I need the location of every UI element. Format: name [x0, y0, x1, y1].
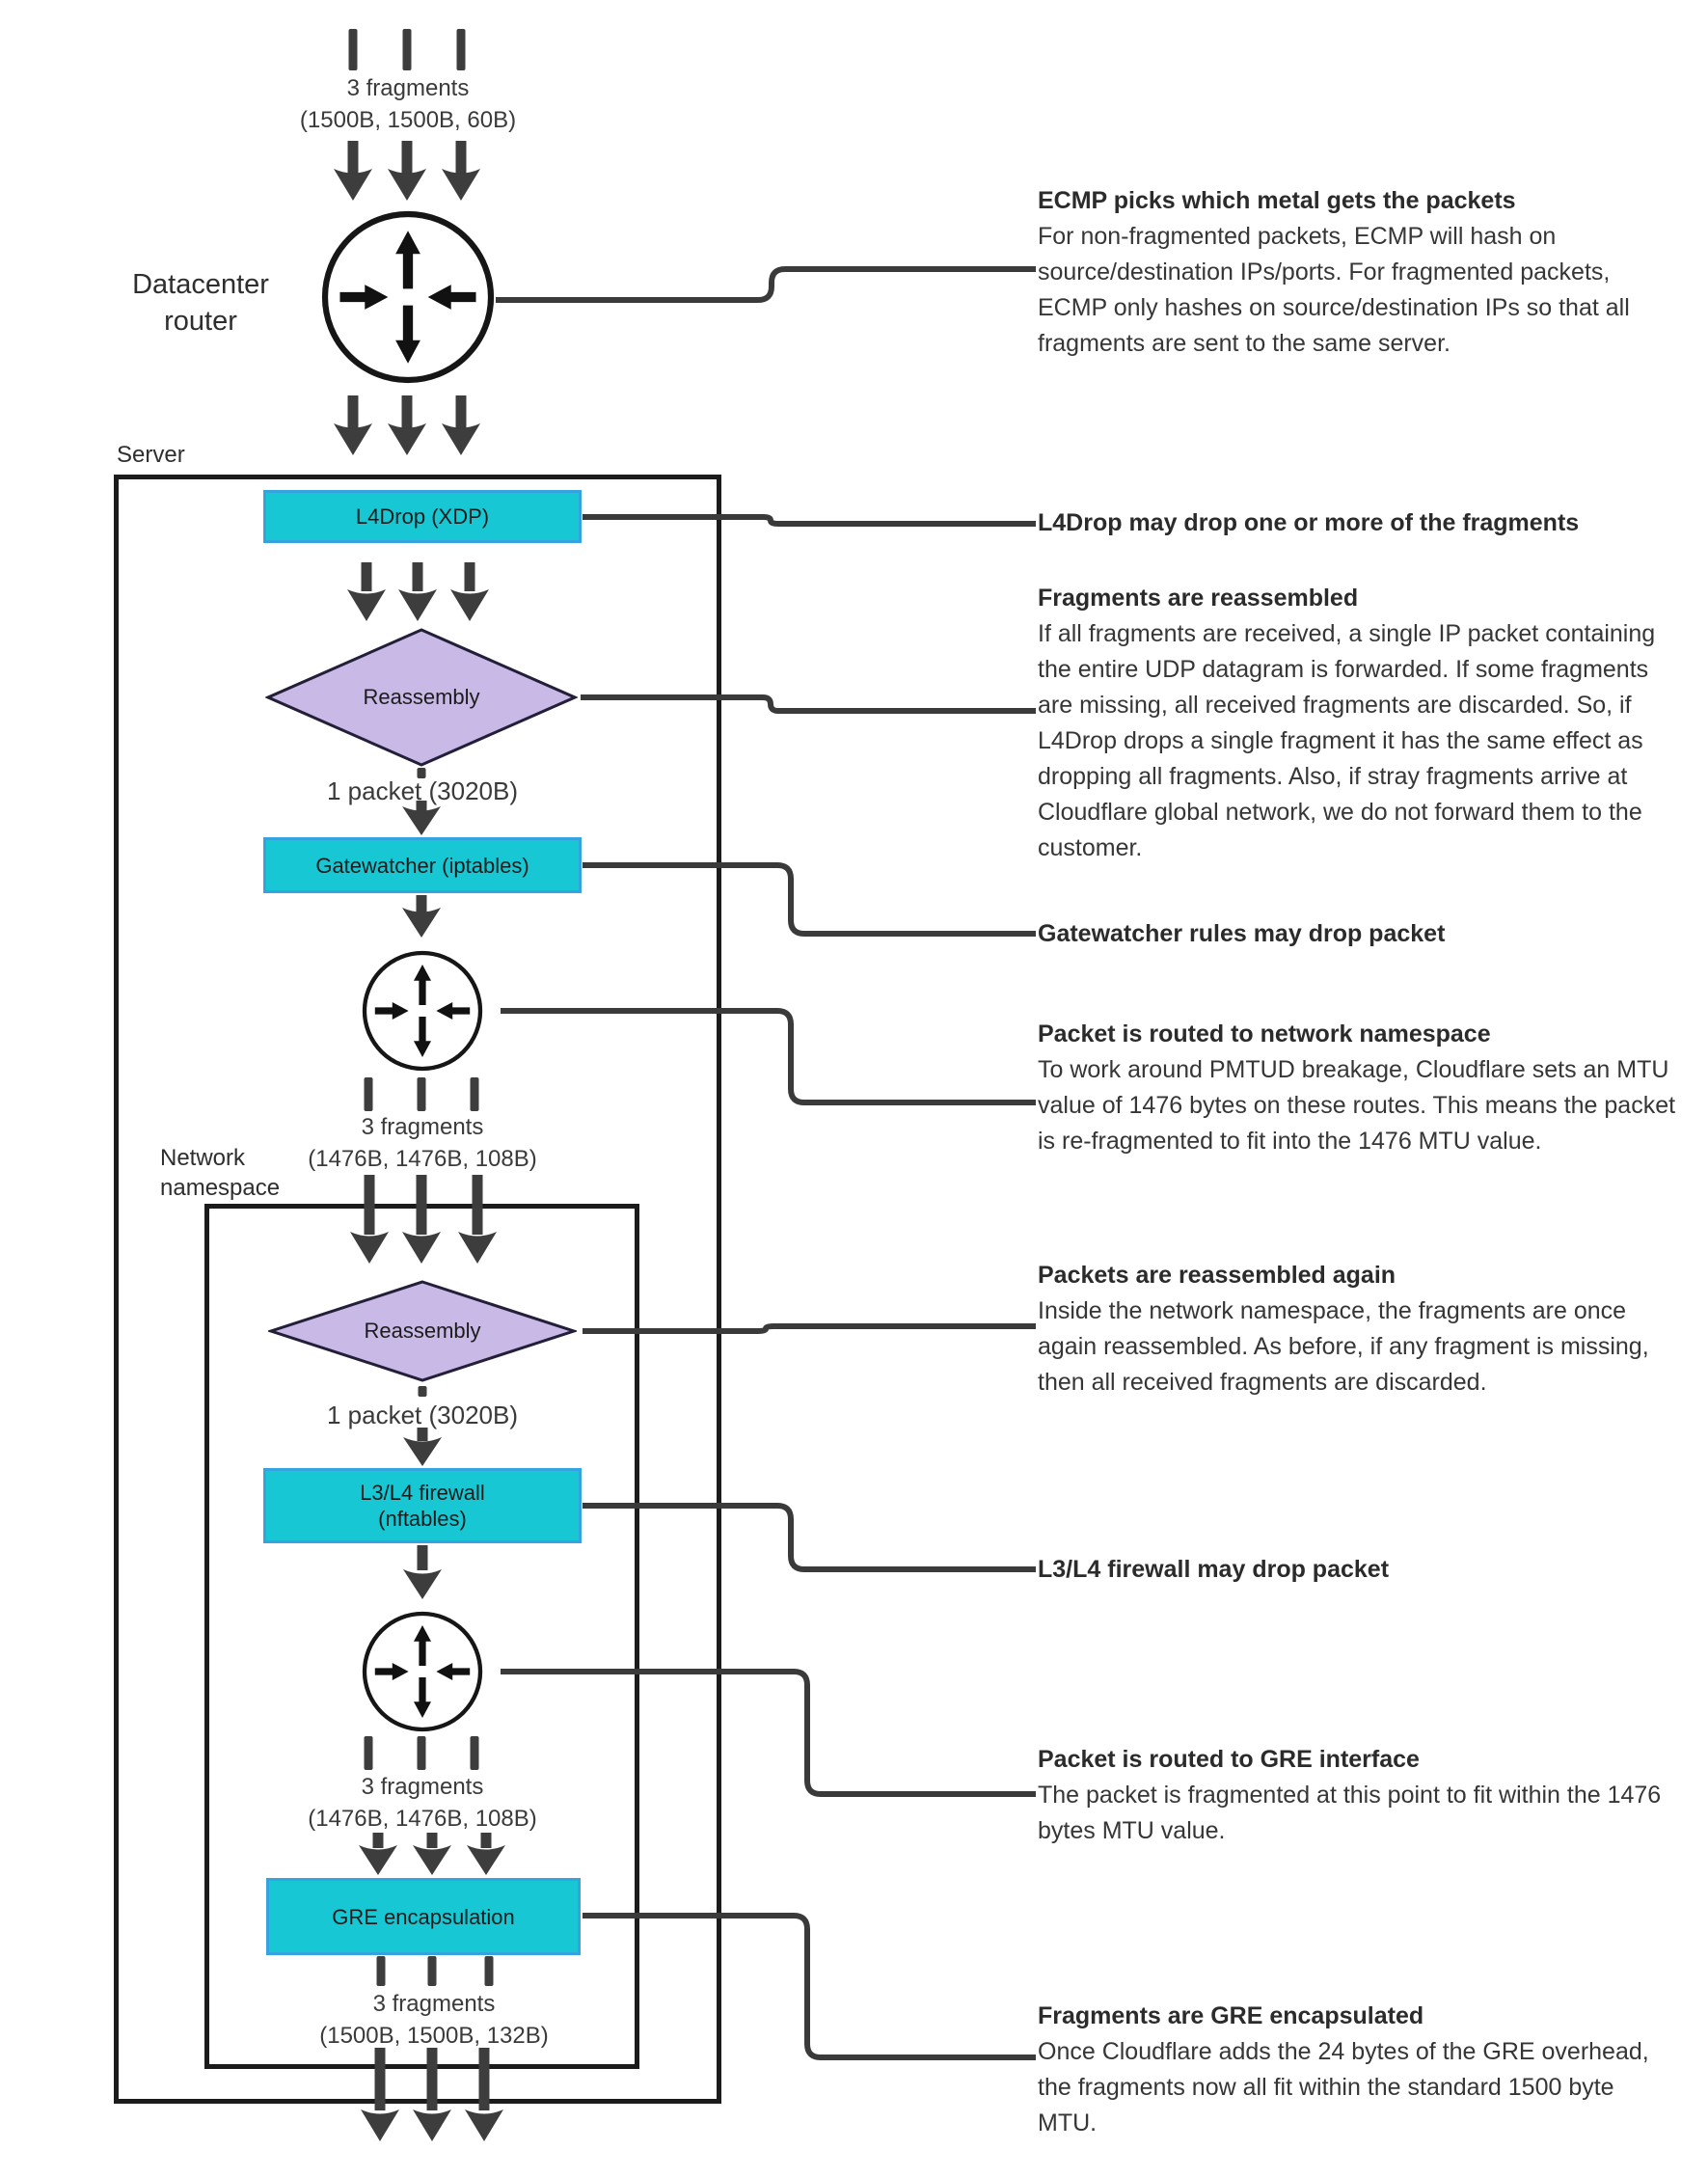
flow-arrow — [465, 2048, 503, 2141]
flow-arrow — [359, 1833, 397, 1875]
connector-firewall — [583, 1506, 1036, 1569]
reassembly-label: Reassembly — [364, 1319, 481, 1343]
gre-label: GRE encapsulation — [332, 1904, 515, 1929]
annotation-body: For non-fragmented packets, ECMP will hash on source/destination IPs/ports. For fragmented packets, ECMP only hashes on source/destination IPs so that all fragments are sent to the same server. — [1038, 223, 1630, 357]
fragment-dash — [377, 1956, 386, 1986]
fragment-dash — [418, 1077, 426, 1111]
fragment-dash — [428, 1956, 437, 1986]
flow-arrow — [442, 395, 480, 455]
annotation-body: The packet is fragmented at this point to fit within the 1476 bytes MTU value. — [1038, 1782, 1662, 1844]
flow-arrow — [361, 2048, 399, 2141]
server-label: Server — [117, 442, 185, 468]
flow-arrow — [350, 1175, 389, 1264]
connector-gre — [583, 1916, 1036, 2057]
annotation-heading: Packets are reassembled again — [1038, 1262, 1396, 1289]
annotation-body: To work around PMTUD breakage, Cloudflare sets an MTU value of 1476 bytes on these routes. This means the packet is re-fragmented to fit into the 1476 MTU value. — [1038, 1056, 1676, 1155]
annotation-heading: Gatewatcher rules may drop packet — [1038, 920, 1446, 947]
reassembly-diamond-2 — [268, 1280, 577, 1382]
annotation-reassembled-again — [1038, 1258, 1679, 1401]
fragment-dash — [419, 1386, 427, 1397]
flow-arrow — [388, 395, 426, 455]
gatewatcher-label: Gatewatcher (iptables) — [315, 853, 529, 878]
flow-arrow — [467, 1833, 505, 1875]
annotation-body: If all fragments are received, a single IP packet containing the entire UDP datagram is forwarded. If some fragments are missing, all received fragments are discarded. So, if L4Drop drops a single fragment it has the same effect as dropping all fragments. Also, if stray fragments arrive at Cloudflare global network, we do not forward them to the customer. — [1038, 620, 1656, 861]
fragment-dash — [418, 1736, 426, 1770]
flow-arrow — [403, 1428, 442, 1466]
l4drop-box — [263, 490, 582, 543]
connector-reassembly1 — [581, 697, 1036, 711]
reassembly-label: Reassembly — [363, 685, 480, 709]
gre-output-fragments-caption: 3 fragments (1500B, 1500B, 132B) — [319, 1991, 549, 2049]
flow-arrow — [413, 2048, 451, 2141]
flow-arrow — [334, 395, 372, 455]
fragment-dash — [365, 1736, 373, 1770]
fragment-dash — [471, 1077, 479, 1111]
flow-arrow — [402, 895, 441, 938]
network-namespace-label: Network namespace — [160, 1145, 281, 1201]
annotation-heading: Fragments are reassembled — [1038, 585, 1359, 612]
l4drop-label: L4Drop (XDP) — [355, 504, 490, 529]
packet-caption-1: 1 packet (3020B) — [326, 776, 518, 805]
annotation-l4drop — [1038, 505, 1679, 541]
annotation-reassembled — [1038, 581, 1679, 866]
annotation-body: Inside the network namespace, the fragments are once again reassembled. As before, if any fragment is missing, then all received fragments are discarded. — [1038, 1297, 1649, 1396]
flow-arrow — [403, 1545, 442, 1599]
fragment-dash — [365, 1077, 373, 1111]
annotation-heading: Packet is routed to GRE interface — [1038, 1746, 1420, 1773]
annotation-heading: ECMP picks which metal gets the packets — [1038, 187, 1516, 214]
annotation-routed-namespace — [1038, 1017, 1679, 1159]
annotation-firewall — [1038, 1552, 1679, 1588]
connector-l4drop — [583, 517, 1036, 524]
refragmented-caption: 3 fragments (1476B, 1476B, 108B) — [308, 1114, 537, 1172]
flow-arrow — [442, 141, 480, 201]
flow-arrow — [334, 141, 372, 201]
annotation-gre-encapsulated — [1038, 1999, 1679, 2141]
fragment-dash — [485, 1956, 494, 1986]
router-icon — [365, 1614, 480, 1729]
connector-reassembly2 — [583, 1326, 1036, 1331]
annotation-routed-gre — [1038, 1742, 1679, 1849]
packet-caption-2: 1 packet (3020B) — [326, 1401, 518, 1429]
fragment-dash — [471, 1736, 479, 1770]
annotation-body: Once Cloudflare adds the 24 bytes of the GRE overhead, the fragments now all fit within the standard 1500 byte MTU. — [1038, 2038, 1649, 2136]
annotation-ecmp — [1038, 183, 1679, 362]
connector-ecmp — [496, 269, 1036, 300]
flow-arrow — [413, 1833, 451, 1875]
annotation-heading: Packet is routed to network namespace — [1038, 1020, 1491, 1048]
connector-route-gre — [501, 1672, 1036, 1794]
datacenter-router-label: Datacenter router — [132, 269, 269, 337]
fragment-dash — [403, 29, 412, 70]
flow-arrow — [347, 562, 386, 621]
router-icon — [325, 214, 491, 380]
flow-arrow — [398, 562, 437, 621]
reassembly-diamond-1 — [265, 628, 578, 767]
firewall-label-line1: L3/L4 firewall — [360, 1481, 485, 1505]
connector-gatewatcher — [583, 865, 1036, 934]
fragment-dash — [349, 29, 358, 70]
flow-arrow — [388, 141, 426, 201]
flow-arrow — [458, 1175, 497, 1264]
incoming-fragments-caption — [254, 72, 562, 136]
gre-encapsulation-box — [266, 1878, 581, 1955]
gre-input-fragments-caption: 3 fragments (1476B, 1476B, 108B) — [308, 1774, 537, 1832]
gatewatcher-box — [263, 837, 582, 893]
fragments-sizes: (1500B, 1500B, 60B) — [299, 107, 517, 133]
annotation-heading: Fragments are GRE encapsulated — [1038, 2002, 1424, 2029]
annotation-heading: L4Drop may drop one or more of the fragments — [1038, 509, 1580, 536]
annotation-heading: L3/L4 firewall may drop packet — [1038, 1556, 1390, 1583]
annotation-gatewatcher — [1038, 916, 1679, 952]
l3l4-firewall-box — [263, 1468, 582, 1543]
fragments-count: 3 fragments — [346, 75, 470, 101]
connector-route-namespace — [501, 1011, 1036, 1102]
router-icon — [365, 953, 480, 1069]
firewall-label-line2: (nftables) — [378, 1507, 467, 1531]
flow-arrow — [402, 1175, 441, 1264]
fragment-dash — [457, 29, 466, 70]
flow-arrow — [450, 562, 489, 621]
